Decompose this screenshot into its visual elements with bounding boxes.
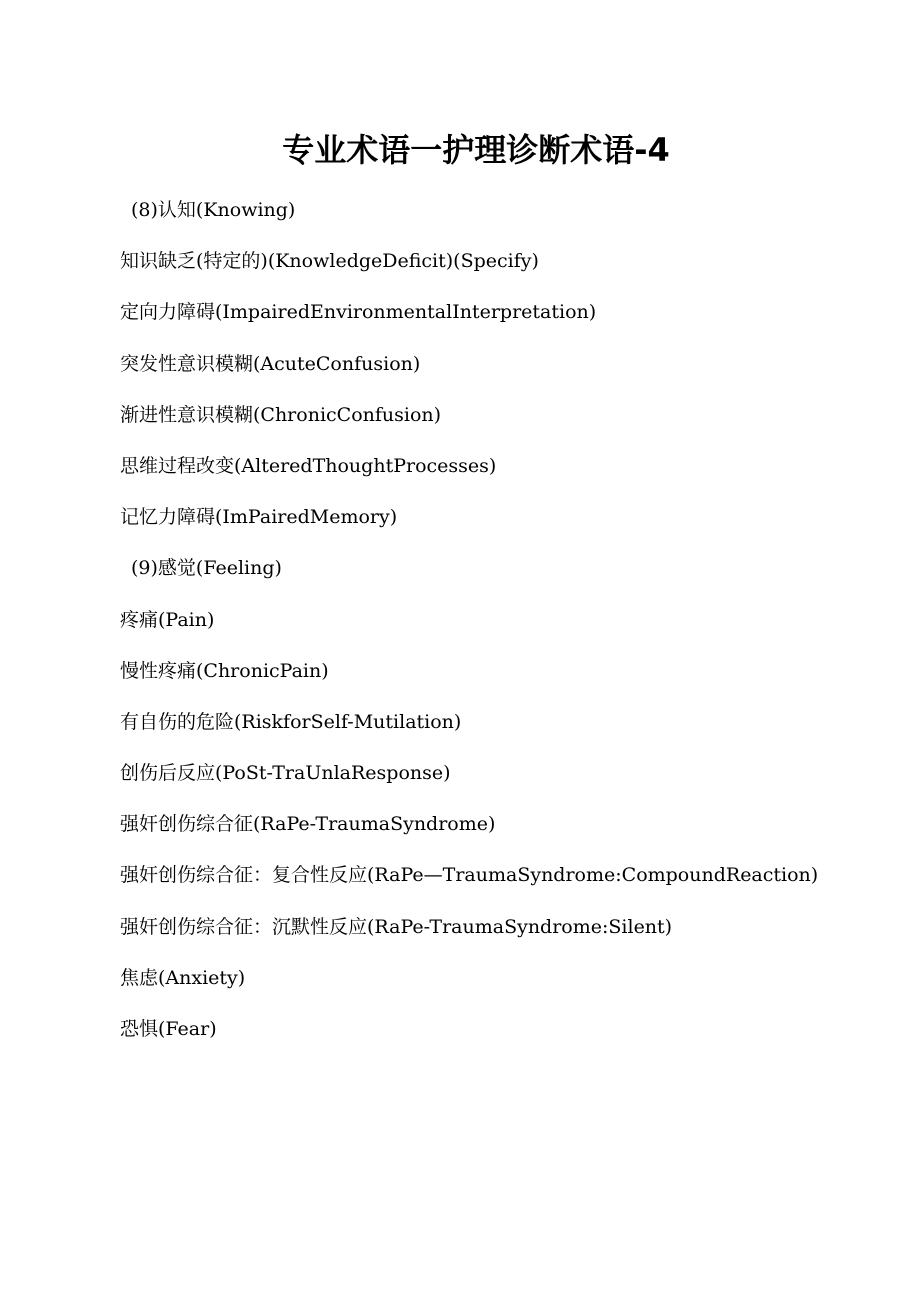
term-item: 思维过程改变(AlteredThoughtProcesses) bbox=[120, 454, 497, 477]
term-list bbox=[120, 192, 910, 1062]
section-heading: (9)感觉(Feeling) bbox=[131, 557, 282, 580]
term-item: 强奸创伤综合征：复合性反应(RaPe—TraumaSyndrome:CompoundReaction) bbox=[120, 864, 819, 887]
term-item: 强奸创伤综合征(RaPe-TraumaSyndrome) bbox=[120, 813, 496, 836]
term-item: 疼痛(Pain) bbox=[120, 608, 215, 631]
document-title: 专业术语一护理诊断术语-4 bbox=[282, 131, 670, 169]
term-item: 强奸创伤综合征：沉默性反应(RaPe-TraumaSyndrome:Silent) bbox=[120, 915, 673, 938]
term-item: 记忆力障碍(ImPairedMemory) bbox=[120, 506, 398, 529]
term-item: 创伤后反应(PoSt-TraUnlaResponse) bbox=[120, 762, 451, 785]
term-item: 恐惧(Fear) bbox=[120, 1018, 217, 1040]
term-item: 焦虑(Anxiety) bbox=[120, 966, 246, 989]
term-item: 慢性疼痛(ChronicPain) bbox=[120, 659, 329, 682]
term-item: 定向力障碍(ImpairedEnvironmentalInterpretation) bbox=[120, 301, 597, 324]
term-item: 知识缺乏(特定的)(KnowledgeDeficit)(Specify) bbox=[120, 250, 539, 273]
term-item: 渐进性意识模糊(ChronicConfusion) bbox=[120, 403, 442, 426]
term-item: 有自伤的危险(RiskforSelf-Mutilation) bbox=[120, 710, 462, 733]
section-heading: (8)认知(Knowing) bbox=[131, 199, 296, 221]
term-item: 突发性意识模糊(AcuteConfusion) bbox=[120, 352, 421, 375]
